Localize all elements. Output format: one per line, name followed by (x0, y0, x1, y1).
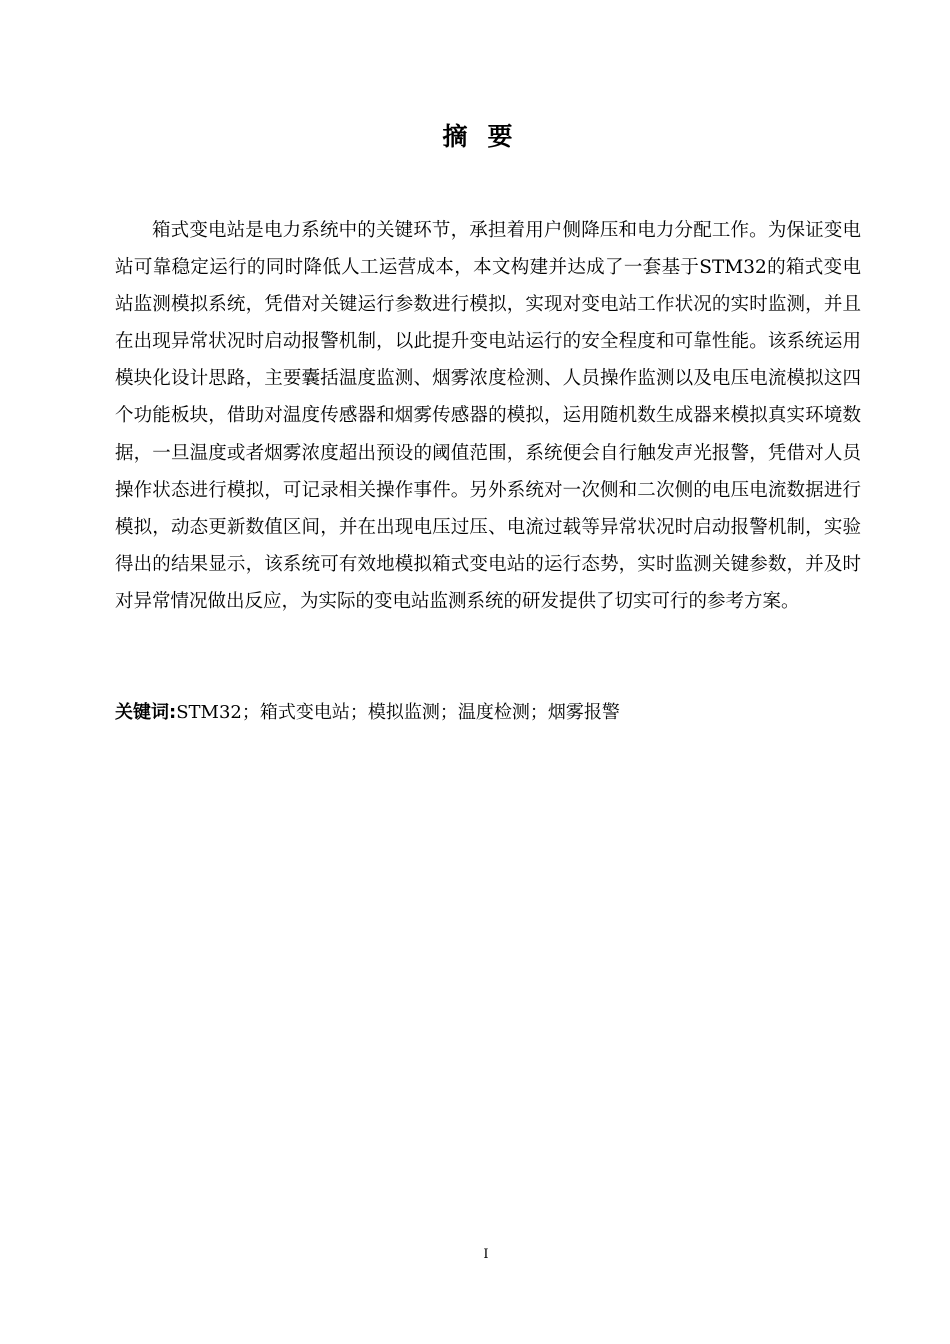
abstract-body: 箱式变电站是电力系统中的关键环节，承担着用户侧降压和电力分配工作。为保证变电站可靠稳定运行的同时降低人工运营成本，本文构建并达成了一套基于STM32的箱式变电站监测模拟系统，凭借对关键运行参数进行模拟，实现对变电站工作状况的实时监测，并且在出现异常状况时启动报警机制，以此提升变电站运行的安全程度和可靠性能。该系统运用模块化设计思路，主要囊括温度监测、烟雾浓度检测、人员操作监测以及电压电流模拟这四个功能板块，借助对温度传感器和烟雾传感器的模拟，运用随机数生成器来模拟真实环境数据，一旦温度或者烟雾浓度超出预设的阈值范围，系统便会自行触发声光报警，凭借对人员操作状态进行模拟，可记录相关操作事件。另外系统对一次侧和二次侧的电压电流数据进行模拟，动态更新数值区间，并在出现电压过压、电流过载等异常状况时启动报警机制，实验得出的结果显示，该系统可有效地模拟箱式变电站的运行态势，实时监测关键参数，并及时对异常情况做出反应，为实际的变电站监测系统的研发提供了切实可行的参考方案。 (115, 220, 861, 612)
keywords-line (115, 699, 861, 727)
keywords-text: STM32；箱式变电站；模拟监测；温度检测；烟雾报警 (176, 702, 620, 723)
keywords-label: 关键词: (115, 702, 177, 723)
page-title: 摘要 (442, 122, 533, 151)
page-number: I (483, 1247, 489, 1262)
